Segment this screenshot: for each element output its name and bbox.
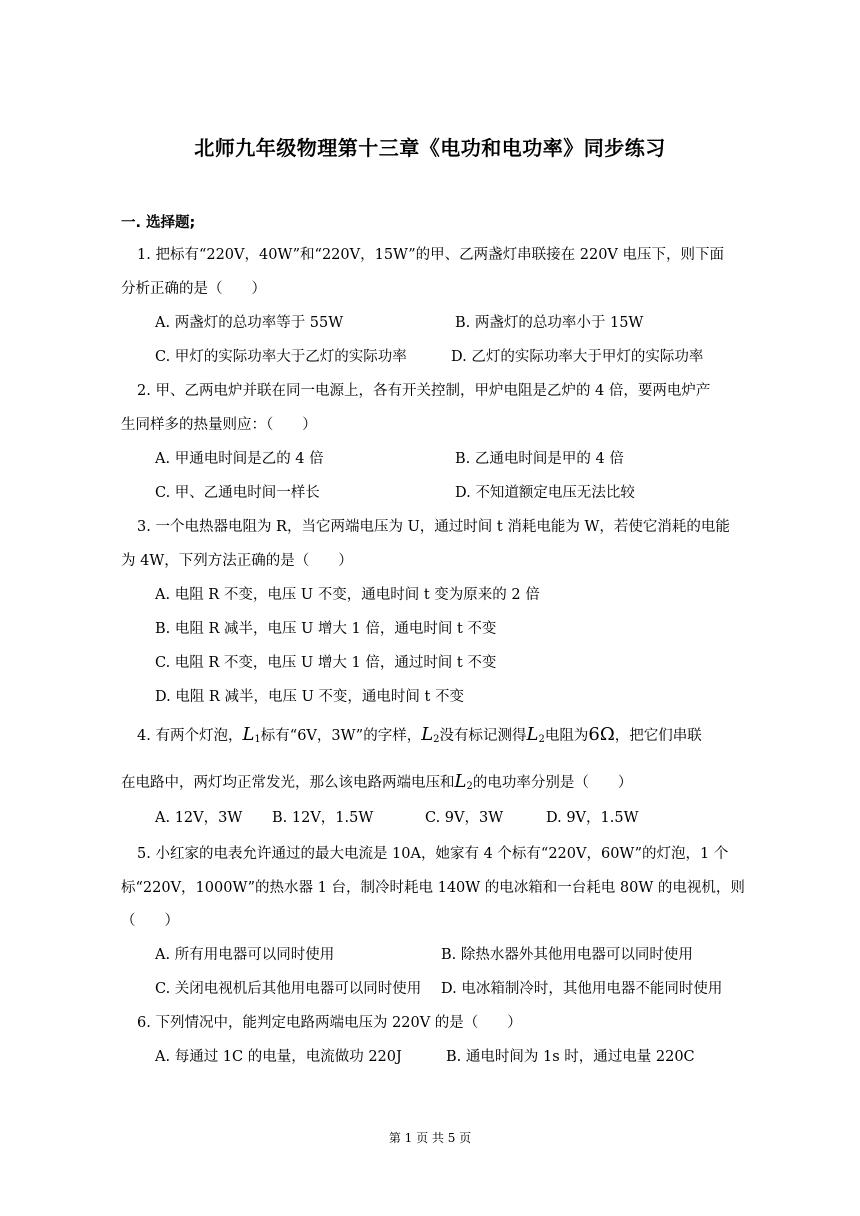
section-heading: 一. 选择题; <box>121 215 196 231</box>
question-4-option-c: C. 9V，3W <box>425 810 504 826</box>
symbol-l2: $L_2$ <box>421 724 440 745</box>
question-6-line-1: 6. 下列情况中，能判定电路两端电压为 220V 的是（ ） <box>137 1015 522 1031</box>
question-4-text: 的电功率分别是（ ） <box>472 775 633 791</box>
question-3-option-a: A. 电阻 R 不变，电压 U 不变，通电时间 t 变为原来的 2 倍 <box>155 587 540 603</box>
question-4-option-b: B. 12V，1.5W <box>272 810 374 826</box>
question-4-text: 标有“6V，3W”的字样， <box>260 728 422 744</box>
question-3-line-2: 为 4W，下列方法正确的是（ ） <box>121 553 353 569</box>
question-1-option-a: A. 两盏灯的总功率等于 55W <box>155 315 344 331</box>
question-3-option-c: C. 电阻 R 不变，电压 U 增大 1 倍，通过时间 t 不变 <box>155 655 497 671</box>
question-3-line-1: 3. 一个电热器电阻为 R，当它两端电压为 U，通过时间 t 消耗电能为 W，若使它消耗的电能 <box>137 519 730 535</box>
question-5-line-2: 标“220V，1000W”的热水器 1 台，制冷时耗电 140W 的电冰箱和一台耗电 80W 的电视机，则 <box>121 880 745 896</box>
question-5-option-a: A. 所有用电器可以同时使用 <box>155 947 335 963</box>
question-2-option-d: D. 不知道额定电压无法比较 <box>455 485 635 501</box>
question-3-option-b: B. 电阻 R 减半，电压 U 增大 1 倍，通电时间 t 不变 <box>155 621 497 637</box>
question-1-line-2: 分析正确的是（ ） <box>121 281 266 297</box>
question-4-text: ，把它们串联 <box>614 728 702 744</box>
question-4-line-1 <box>137 724 702 745</box>
question-1-line-1: 1. 把标有“220V，40W”和“220V，15W”的甲、乙两盏灯串联接在 220V 电压下，则下面 <box>137 247 724 263</box>
resistance-value: 6Ω <box>588 724 615 745</box>
symbol-l2: $L_2$ <box>526 724 545 745</box>
question-5-option-d: D. 电冰箱制冷时，其他用电器不能同时使用 <box>441 981 723 997</box>
question-4-text: 没有标记测得 <box>439 728 527 744</box>
question-1-option-d: D. 乙灯的实际功率大于甲灯的实际功率 <box>451 349 704 365</box>
question-4-option-a: A. 12V，3W <box>155 810 243 826</box>
question-4-text: 电阻为 <box>544 728 589 744</box>
question-2-line-1: 2. 甲、乙两电炉并联在同一电源上，各有开关控制，甲炉电阻是乙炉的 4 倍，要两电炉产 <box>137 383 711 399</box>
question-4-text: 在电路中，两灯均正常发光，那么该电路两端电压和 <box>121 775 455 791</box>
question-2-option-a: A. 甲通电时间是乙的 4 倍 <box>155 451 324 467</box>
symbol-l1: $L_1$ <box>242 724 261 745</box>
question-1-option-b: B. 两盏灯的总功率小于 15W <box>455 315 644 331</box>
symbol-l2: $L_2$ <box>454 771 473 792</box>
question-6-option-b: B. 通电时间为 1s 时，通过电量 220C <box>446 1049 695 1065</box>
page-footer: 第 1 页 共 5 页 <box>388 1131 472 1145</box>
question-2-option-b: B. 乙通电时间是甲的 4 倍 <box>455 451 624 467</box>
question-5-line-3: （ ） <box>121 913 179 929</box>
question-5-option-b: B. 除热水器外其他用电器可以同时使用 <box>441 947 693 963</box>
page-title: 北师九年级物理第十三章《电功和电功率》同步练习 <box>194 136 666 160</box>
question-4-text: 4. 有两个灯泡， <box>137 728 243 744</box>
question-5-line-1: 5. 小红家的电表允许通过的最大电流是 10A，她家有 4 个标有“220V，60W”的灯泡，1 个 <box>137 846 729 862</box>
question-4-option-d: D. 9V，1.5W <box>546 810 639 826</box>
question-2-option-c: C. 甲、乙通电时间一样长 <box>155 485 320 501</box>
question-2-line-2: 生同样多的热量则应：（ ） <box>121 417 317 433</box>
question-5-option-c: C. 关闭电视机后其他用电器可以同时使用 <box>155 981 422 997</box>
question-1-option-c: C. 甲灯的实际功率大于乙灯的实际功率 <box>155 349 407 365</box>
question-6-option-a: A. 每通过 1C 的电量，电流做功 220J <box>155 1049 402 1065</box>
question-3-option-d: D. 电阻 R 减半，电压 U 不变，通电时间 t 不变 <box>155 689 464 705</box>
question-4-line-2 <box>121 771 632 792</box>
